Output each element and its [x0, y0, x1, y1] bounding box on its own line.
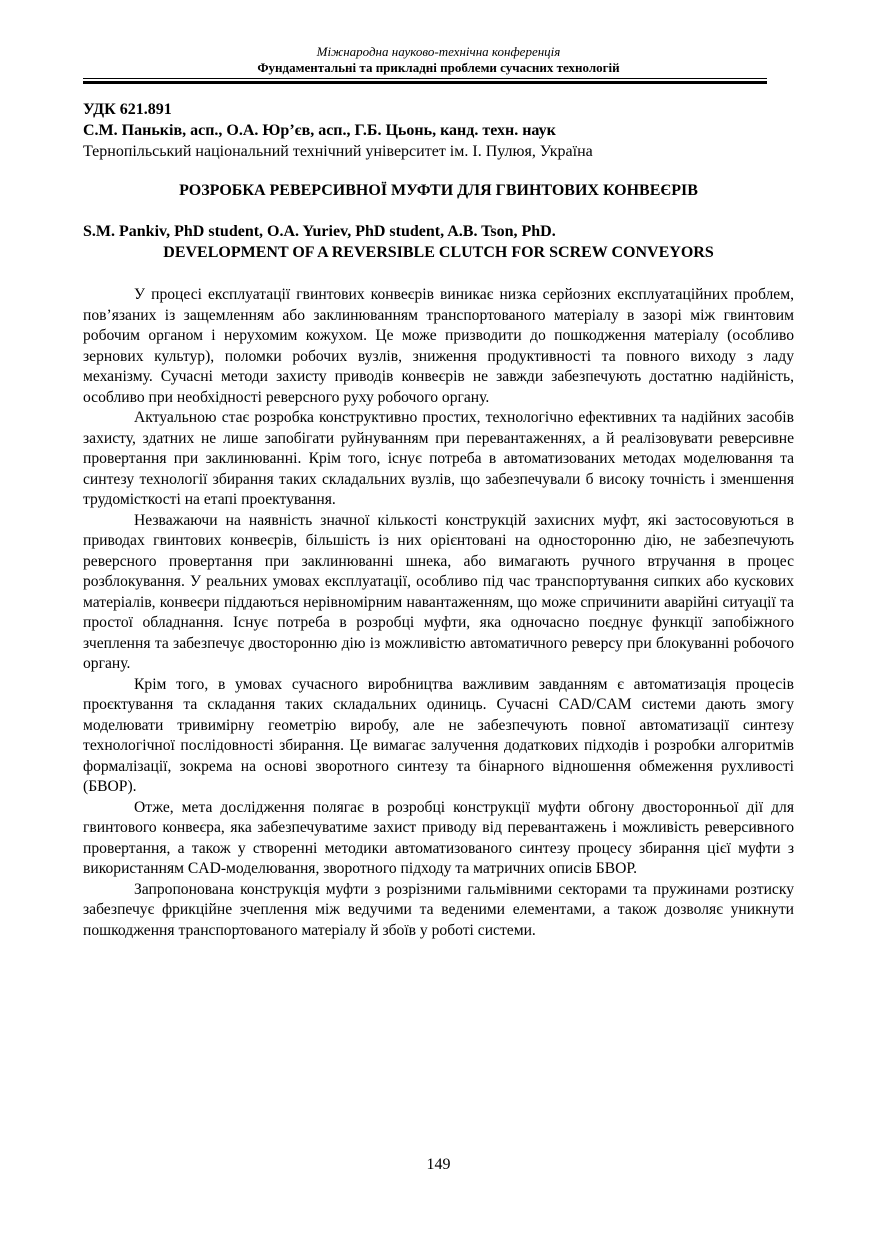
- conference-name: Міжнародна науково-технічна конференція: [316, 44, 561, 59]
- authors-en: S.M. Pankiv, PhD student, O.A. Yuriev, PhD student, A.B. Tson, PhD.: [83, 223, 556, 240]
- udk-code: УДК 621.891: [83, 101, 172, 118]
- paragraph: Крім того, в умовах сучасного виробництва важливим завданням є автоматизація процесів проєктування та складання таких складальних одиниць. Сучасні CAD/CAM системи дають змогу моделювати тривимірну геометрію виробу, але не забезпечують повної автоматизації синтезу технологічної послідовності збирання. Це вимагає залучення додаткових підходів і розробки алгоритмів формалізації, зокрема на основі зворотного синтезу та бінарного відношення обмеження рухливості (БВОР).: [83, 675, 794, 795]
- conference-title: Фундаментальні та прикладні проблеми сучасних технологій: [257, 60, 620, 75]
- paragraph: Отже, мета дослідження полягає в розробці конструкції муфти обгону двосторонньої дії для гвинтового конвеєра, яка забезпечуватиме захист приводу від перевантажень і можливість реверсивного провертання, а також у створенні методики автоматизованого синтезу процесу збирання цієї муфти з використанням CAD-моделювання, зворотного підходу та матричних описів БВОР.: [83, 798, 794, 877]
- page-number: 149: [426, 1156, 451, 1173]
- paragraph: У процесі експлуатації гвинтових конвеєрів виникає низка серйозних експлуатаційних проблем, пов’язаних із защемленням або заклинюванням транспортованого матеріалу в зазорі між гвинтовим робочим органом і нерухомим кожухом. Це може призводити до пошкодження матеріалу (особливо зернових культур), поломки робочих вузлів, зниження продуктивності та повного виходу з ладу механізму. Сучасні методи захисту приводів конвеєрів не завжди забезпечують достатню надійність, особливо при необхідності реверсного руху робочого органу.: [83, 286, 794, 406]
- title-ua: РОЗРОБКА РЕВЕРСИВНОЇ МУФТИ ДЛЯ ГВИНТОВИХ КОНВЕЄРІВ: [179, 182, 698, 199]
- paragraph: Незважаючи на наявність значної кількості конструкцій захисних муфт, які застосовуються в приводах гвинтових конвеєрів, більшість із них орієнтовані на односторонню дію, не забезпечують реверсного провертання при заклинюванні шнека, або вимагають ручного втручання в процес розблокування. У реальних умовах експлуатації, особливо під час транспортування сипких або кускових матеріалів, конвеєри піддаються нерівномірним навантаженням, що може спричинити аварійні ситуації та простої обладнання. Існує потреба в розробці муфти, яка одночасно поєднує функції запобіжного зчеплення та забезпечує двосторонню дію із можливістю автоматичного реверсу при блокуванні робочого органу.: [83, 511, 794, 672]
- title-en: DEVELOPMENT OF A REVERSIBLE CLUTCH FOR SCREW CONVEYORS: [163, 244, 714, 261]
- header-rule-thin: [83, 78, 767, 79]
- authors-ua: С.М. Паньків, асп., О.А. Юр’єв, асп., Г.Б. Цьонь, канд. техн. наук: [83, 122, 556, 139]
- affiliation: Тернопільський національний технічний університет ім. І. Пулюя, Україна: [83, 143, 593, 160]
- article-body: [83, 285, 794, 941]
- paragraph: Актуальною стає розробка конструктивно простих, технологічно ефективних та надійних засобів захисту, здатних не лише запобігати руйнуванням при перевантаженнях, а й реалізовувати реверсивне провертання при заклинюванні. Крім того, існує потреба в автоматизованих методах моделювання та синтезу технології збирання таких складальних вузлів, що забезпечували б високу точність і зменшення трудомісткості на етапі проектування.: [83, 409, 794, 508]
- paragraph: Запропонована конструкція муфти з розрізними гальмівними секторами та пружинами розтиску забезпечує фрикційне зчеплення між ведучими та веденими елементами, а також дозволяє уникнути пошкодження транспортованого матеріалу й збоїв у роботі системи.: [83, 880, 794, 939]
- header-rule-thick: [83, 81, 767, 84]
